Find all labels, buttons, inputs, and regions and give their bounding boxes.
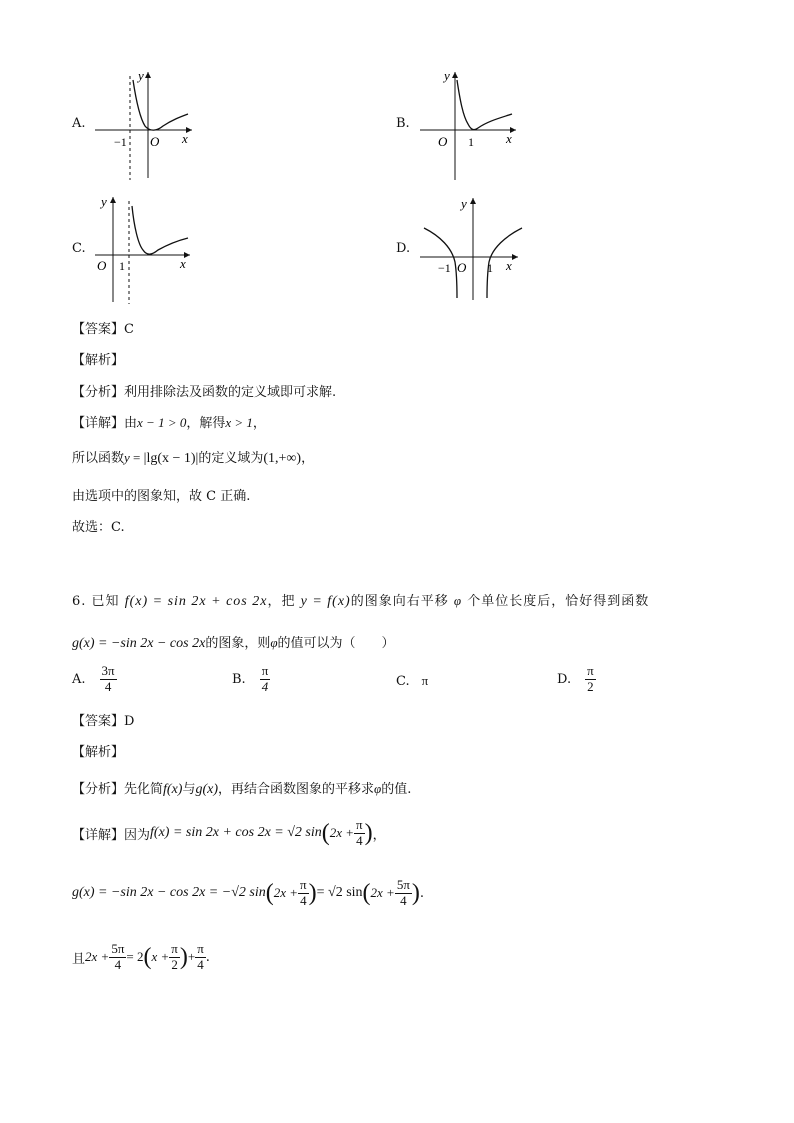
q6-answer [72, 710, 134, 729]
graph-b-origin: O [438, 134, 448, 149]
text: ，再结合函数图象的平移求 [218, 782, 375, 797]
graph-a-y: y [138, 68, 144, 83]
text: . [205, 949, 210, 965]
numerator: π [356, 817, 363, 832]
graph-d-tick-pos: 1 [487, 261, 493, 275]
q6-stem-line2 [72, 632, 395, 652]
option-value: π [421, 673, 429, 688]
paren-open: ( [143, 943, 152, 970]
paren-open: ( [362, 879, 371, 906]
xiangjie-tag: 【详解】 [72, 827, 125, 843]
numerator: 5π [396, 877, 410, 892]
fraction [354, 818, 365, 849]
graph-d-origin: O [457, 260, 467, 275]
fenxi-tag: 【分析】 [72, 385, 125, 400]
fraction [585, 664, 596, 695]
option-label: C. [396, 673, 410, 689]
graph-d-x: x [506, 258, 512, 273]
graph-d [0, 0, 794, 320]
graph-b-label[interactable]: B. [396, 116, 410, 131]
math-expr: (1,+∞) [263, 451, 302, 466]
text: 个单位长度后，恰好得到函数 [467, 594, 650, 609]
math-expr: g(x) [195, 782, 219, 797]
math-expr: f(x) [163, 782, 183, 797]
denominator: 2 [171, 956, 178, 972]
math-expr: 2x + [370, 885, 395, 901]
denominator: 4 [197, 956, 204, 972]
math-var: φ [374, 781, 382, 796]
q6-option-a[interactable] [72, 664, 117, 695]
graph-c-y: y [101, 194, 107, 209]
answer-value: D [124, 714, 135, 729]
paren-open: ( [321, 819, 330, 846]
q6-stem-line1 [72, 590, 649, 610]
q6-detail-line3 [72, 942, 210, 973]
fraction [169, 942, 180, 973]
math-expr: = √2 sin [316, 885, 363, 901]
denominator: 2 [587, 678, 594, 694]
graph-c-origin: O [97, 258, 107, 273]
denominator: 4 [300, 892, 307, 908]
paren-close: ) [308, 879, 317, 906]
graph-d-y: y [461, 196, 467, 211]
text: 的值可以为（ ） [277, 636, 395, 651]
fenxi-tag: 【分析】 [72, 782, 125, 797]
q5-answer [72, 318, 134, 337]
q5-detail-line4: 故选：C. [72, 520, 125, 535]
graph-a-tick: −1 [114, 135, 127, 149]
paren-close: ) [179, 943, 188, 970]
text: ， [301, 451, 315, 466]
fraction [100, 664, 117, 695]
math-var: φ [453, 593, 463, 608]
text: 的图象向右平移 [350, 594, 449, 609]
graph-a-label[interactable]: A. [72, 116, 86, 131]
math-expr: = 2 [126, 949, 144, 965]
text: 且 [72, 951, 86, 967]
math-expr: x + [151, 949, 170, 965]
q6-analysis-tag: 【解析】 [72, 745, 125, 760]
text: 与 [182, 782, 196, 797]
q6-option-c[interactable] [396, 673, 428, 689]
math-expr: 2x + [273, 885, 299, 901]
math-expr: y = f(x) [300, 594, 351, 609]
paren-close: ) [364, 819, 373, 846]
answer-tag: 【答案】 [72, 322, 125, 337]
graph-a-x: x [182, 131, 188, 146]
numerator: 3π [101, 663, 115, 678]
q6-option-d[interactable] [557, 664, 596, 695]
q5-fenxi [72, 381, 336, 400]
numerator: π [587, 663, 594, 678]
graph-b-x: x [506, 131, 512, 146]
math-expr: 2x + [85, 949, 110, 965]
text: 的值. [381, 782, 412, 797]
question-number: 6. [72, 594, 87, 609]
math-expr: g(x) = −sin 2x − cos 2x [72, 636, 206, 651]
option-label: B. [232, 671, 246, 687]
option-label: A. [72, 671, 86, 687]
q5-detail-line3: 由选项中的图象知，故 C 正确. [72, 489, 251, 504]
graph-c-x: x [180, 256, 186, 271]
answer-value: C [124, 322, 134, 337]
numerator: π [261, 663, 269, 678]
q6-detail-line1 [72, 818, 386, 849]
text: 的定义域为 [198, 451, 264, 466]
xiangjie-tag: 【详解】 [72, 416, 125, 431]
denominator: 4 [261, 678, 269, 694]
q5-detail-line2 [72, 447, 314, 467]
text: 因为 [124, 827, 151, 843]
option-label: D. [557, 671, 572, 687]
text: ， [252, 416, 266, 431]
fraction [260, 664, 271, 695]
numerator: π [171, 941, 178, 956]
math-expr: f(x) = sin 2x + cos 2x [124, 594, 268, 609]
numerator: 5π [111, 941, 125, 956]
text: 先化简 [124, 782, 164, 797]
q6-option-b[interactable] [232, 664, 270, 695]
fraction [195, 942, 206, 973]
q6-fenxi [72, 778, 411, 798]
text: ，解得 [186, 416, 226, 431]
denominator: 4 [104, 678, 112, 694]
fraction [298, 878, 309, 909]
text: ， [372, 827, 386, 843]
q5-detail-line1 [72, 412, 266, 431]
graph-a-origin: O [150, 134, 160, 149]
answer-tag: 【答案】 [72, 714, 125, 729]
graph-d-tick-neg: −1 [438, 261, 451, 275]
numerator: π [300, 877, 307, 892]
graph-d-label[interactable]: D. [396, 241, 411, 256]
fraction [395, 878, 412, 909]
math-expr: 2x + [329, 825, 355, 841]
math-expr: g(x) = −sin 2x − cos 2x = −√2 sin [72, 885, 266, 901]
math-expr: f(x) = sin 2x + cos 2x = √2 sin [150, 825, 322, 841]
denominator: 4 [400, 892, 407, 908]
math-expr: x > 1 [225, 415, 253, 430]
fraction [109, 942, 126, 973]
math-var: y [124, 450, 130, 465]
paren-close: ) [411, 879, 420, 906]
math-expr: |lg(x − 1)| [143, 451, 199, 466]
text: 已知 [91, 594, 120, 609]
numerator: π [197, 941, 204, 956]
paren-open: ( [265, 879, 274, 906]
text: 由 [124, 416, 138, 431]
math-var: φ [270, 635, 278, 650]
graph-b-y: y [444, 68, 450, 83]
math-op: = [129, 450, 144, 465]
math-expr: x − 1 > 0 [137, 415, 187, 430]
text: ，把 [267, 594, 296, 609]
text: . [419, 885, 425, 901]
denominator: 4 [114, 956, 122, 972]
graph-c-label[interactable]: C. [72, 241, 86, 256]
graph-b-tick: 1 [468, 135, 474, 149]
q6-detail-line2 [72, 878, 424, 909]
fenxi-text: 利用排除法及函数的定义域即可求解. [124, 385, 337, 400]
denominator: 4 [356, 832, 363, 848]
text: 所以函数 [72, 451, 125, 466]
text: 的图象，则 [205, 636, 271, 651]
math-op: + [187, 949, 196, 965]
graph-c-tick: 1 [119, 259, 125, 273]
q5-analysis-tag: 【解析】 [72, 353, 125, 368]
